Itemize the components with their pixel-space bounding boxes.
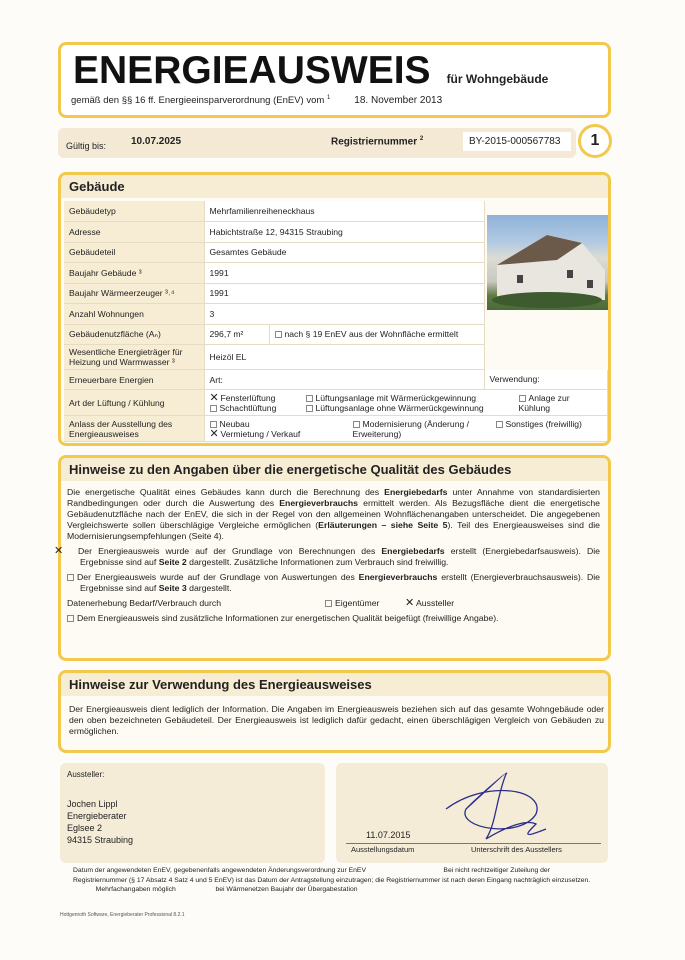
checkbox-icon[interactable] — [210, 405, 217, 412]
option-label: Anlage zur Kühlung — [518, 392, 570, 413]
row-value: Mehrfamilienreiheneckhaus — [204, 201, 484, 222]
footnote-1: Datum der angewendeten EnEV, gegebenenfalls angewendeten Änderungsverordnung zur EnEV — [73, 867, 366, 874]
issuer-street: Eglsee 2 — [67, 823, 103, 833]
signature-box — [336, 763, 608, 863]
usage-title: Hinweise zur Verwendung des Energieausweises — [61, 673, 608, 696]
row-label: Erneuerbare Energien — [64, 370, 204, 390]
footnote-4: bei Wärmenetzen Baujahr der Übergabestation — [215, 886, 358, 893]
t: erstellt (Energiebedarfsausweis). Die Ergebnisse sind auf — [80, 546, 600, 567]
checkbox-checked-icon[interactable]: ✕ — [209, 427, 219, 440]
document-title: ENERGIEAUSWEIS — [73, 49, 431, 92]
row-label: Gebäudenutzfläche (Aₙ) — [64, 324, 204, 345]
t: erstellt (Energieverbrauchsausweis). Die Ergebnisse sind auf — [80, 572, 600, 593]
footnote-3: Mehrfachangaben möglich — [95, 886, 176, 893]
registration-label — [331, 136, 423, 147]
option-label: Lüftungsanlage mit Wärmerückgewinnung — [315, 392, 477, 403]
row-label: Wesentliche Energieträger für Heizung und Warmwasser ³ — [64, 345, 204, 370]
footnote-2: Bei nicht rechtzeitiger Zuteilung der Registriernummer (§ 17 Absatz 4 Satz 4 und 5 EnEV) ist das Datum der Antragstellung einzutragen; die Registriernummer ist nach deren Eingang nachträglich einzusetzen. — [73, 867, 591, 884]
t: Der Energieausweis wurde auf der Grundlage von Auswertungen des — [77, 572, 359, 582]
checkbox-icon[interactable] — [306, 395, 313, 402]
t: Energiebedarfs — [384, 487, 448, 497]
issuer-address — [67, 798, 133, 846]
renew-usage: Verwendung: — [484, 370, 608, 390]
checkbox-checked-icon[interactable]: ✕ — [209, 391, 219, 404]
checkbox-icon[interactable] — [210, 421, 217, 428]
checkbox-icon[interactable] — [496, 421, 503, 428]
option-demand[interactable] — [54, 545, 600, 568]
building-section — [58, 172, 611, 446]
checkbox-icon[interactable] — [67, 615, 74, 622]
row-label: Anlass der Ausstellung des Energieausweises — [64, 416, 204, 442]
building-section-title: Gebäude — [61, 175, 608, 198]
ventilation-options — [204, 390, 608, 416]
quality-title: Hinweise zu den Angaben über die energetische Qualität des Gebäudes — [61, 458, 608, 481]
table-row — [64, 370, 608, 390]
issuer-label: Aussteller: — [67, 770, 105, 779]
option-label: Sonstiges (freiwillig) — [505, 418, 582, 429]
t: Seite 2 — [158, 557, 187, 567]
option-extra-info[interactable] — [67, 613, 600, 624]
reason-options — [204, 416, 608, 442]
issuer-role: Energieberater — [67, 811, 127, 821]
table-row — [64, 345, 608, 370]
software-credit: Hottgenroth Software, Energieberater Professional 8.2.1 — [60, 912, 185, 918]
signature-line — [346, 843, 601, 844]
registration-sup: 2 — [419, 136, 424, 142]
title-row — [73, 49, 548, 93]
photo-cell — [484, 345, 608, 370]
signature-label: Unterschrift des Ausstellers — [471, 845, 562, 854]
table-row — [64, 416, 608, 442]
renew-type: Art: — [204, 370, 484, 390]
data-collection-row — [67, 598, 600, 609]
t: Eigentümer — [335, 598, 380, 608]
row-label: Art der Lüftung / Kühlung — [64, 390, 204, 416]
signature-image — [426, 769, 576, 843]
t: Energiebedarfs — [381, 546, 445, 556]
row-value: 1991 — [204, 283, 484, 304]
t: Die energetische Qualität eines Gebäudes kann durch die Berechnung des — [67, 487, 385, 497]
row-label: Baujahr Gebäude ³ — [64, 263, 204, 284]
t: unter Annahme von standardisierten Randbedingungen oder durch die Auswertung des — [67, 487, 600, 508]
row-value: Gesamtes Gebäude — [204, 242, 484, 263]
t: Aussteller — [416, 598, 455, 608]
calc-option[interactable] — [269, 324, 484, 345]
title-box — [58, 42, 611, 118]
option-label: Lüftungsanlage ohne Wärmerückgewinnung — [315, 402, 484, 413]
law-date: 18. November 2013 — [354, 95, 443, 107]
option-label: Modernisierung (Änderung / Erweiterung) — [352, 418, 470, 439]
registration-label-text: Registriernummer — [331, 136, 418, 148]
issuer-city: 94315 Straubing — [67, 835, 134, 845]
t: ermittelt werden. Als Bezugsfläche dient die energetische Gebäudenutzfläche nach der EnEV, die sich in der Regel von den allgemeinen Wohnflächenangaben unterscheidet. Die angegebenen Vergleichswerte sollen überschlägige Vergleiche ermöglichen ( — [67, 498, 600, 530]
building-type-subtitle: für Wohngebäude — [446, 72, 549, 86]
t: Seite 3 — [158, 583, 187, 593]
option-label: Vermietung / Verkauf — [220, 428, 301, 439]
option-issuer[interactable] — [405, 598, 454, 609]
law-text: gemäß den §§ 16 ff. Energieeinsparverordnung (EnEV) vom — [71, 95, 325, 107]
issue-date: 11.07.2015 — [366, 830, 411, 840]
footnotes — [60, 866, 605, 895]
quality-intro — [67, 487, 600, 542]
valid-until-date: 10.07.2025 — [131, 136, 182, 147]
row-label: Gebäudeteil — [64, 242, 204, 263]
law-row — [71, 95, 442, 106]
issue-date-label: Ausstellungsdatum — [351, 845, 415, 854]
option-label: Fensterlüftung — [220, 392, 276, 403]
option-consumption[interactable] — [67, 572, 600, 594]
option-owner[interactable] — [325, 598, 405, 609]
usage-text: Der Energieausweis dient lediglich der Information. Die Angaben im Energieausweis beziehen sich auf das gesamte Wohngebäude oder den oben bezeichneten Gebäudeteil. Der Energieausweis ist lediglich dafür gedacht, einen überschlägigen Vergleich von Gebäuden zu ermöglichen. — [69, 704, 604, 736]
checkbox-icon[interactable] — [325, 600, 332, 607]
quality-body — [54, 481, 608, 624]
registration-number: BY-2015-000567783 — [463, 132, 571, 151]
calc-option-label: nach § 19 EnEV aus der Wohnfläche ermittelt — [284, 329, 459, 340]
checkbox-icon[interactable] — [519, 395, 526, 402]
t: Erläuterungen – siehe Seite 5 — [318, 520, 448, 530]
t: dargestellt. — [186, 583, 232, 593]
row-label: Baujahr Wärmeerzeuger ³˒⁴ — [64, 283, 204, 304]
house-illustration — [487, 215, 609, 310]
table-row — [64, 390, 608, 416]
issuer-box — [60, 763, 325, 863]
row-label: Adresse — [64, 222, 204, 243]
usage-section — [58, 670, 611, 753]
checkbox-checked-icon[interactable]: ✕ — [54, 545, 64, 557]
row-value: 296,7 m² — [204, 324, 269, 345]
photo-cell — [484, 324, 608, 345]
building-photo — [487, 215, 609, 310]
option-label: Neubau — [219, 418, 250, 429]
t: Energieverbrauchs — [358, 572, 438, 582]
validity-bar — [58, 128, 576, 158]
t: ). Teil des Energieausweises sind die Modernisierungsempfehlungen (Seite 4). — [67, 520, 600, 541]
t: Dem Energieausweis sind zusätzliche Informationen zur energetischen Qualität beigefügt (freiwillige Angabe). — [77, 613, 499, 623]
table-row — [64, 324, 608, 345]
checkbox-icon[interactable] — [353, 421, 360, 428]
quality-section — [54, 455, 611, 661]
issuer-name: Jochen Lippl — [67, 799, 118, 809]
checkbox-checked-icon[interactable]: ✕ — [405, 597, 415, 609]
page-number: 1 — [578, 124, 612, 158]
row-value: 3 — [204, 304, 484, 325]
row-value: Habichtstraße 12, 94315 Straubing — [204, 222, 484, 243]
law-reference — [71, 95, 330, 106]
valid-until-label: Gültig bis: — [66, 141, 107, 151]
checkbox-icon[interactable] — [275, 331, 282, 338]
t: dargestellt. Zusätzliche Informationen zum Verbrauch sind freiwillig. — [186, 557, 449, 567]
checkbox-icon[interactable] — [306, 405, 313, 412]
row-value: 1991 — [204, 263, 484, 284]
row-value: Heizöl EL — [204, 345, 484, 370]
data-collection-label: Datenerhebung Bedarf/Verbrauch durch — [67, 598, 222, 608]
row-label: Gebäudetyp — [64, 201, 204, 222]
checkbox-icon[interactable] — [67, 574, 74, 581]
option-label: Schachtlüftung — [219, 402, 277, 413]
law-sup: 1 — [326, 95, 331, 101]
t: Energieverbrauchs — [279, 498, 358, 508]
row-label: Anzahl Wohnungen — [64, 304, 204, 325]
t: Der Energieausweis wurde auf der Grundlage von Berechnungen des — [78, 546, 382, 556]
